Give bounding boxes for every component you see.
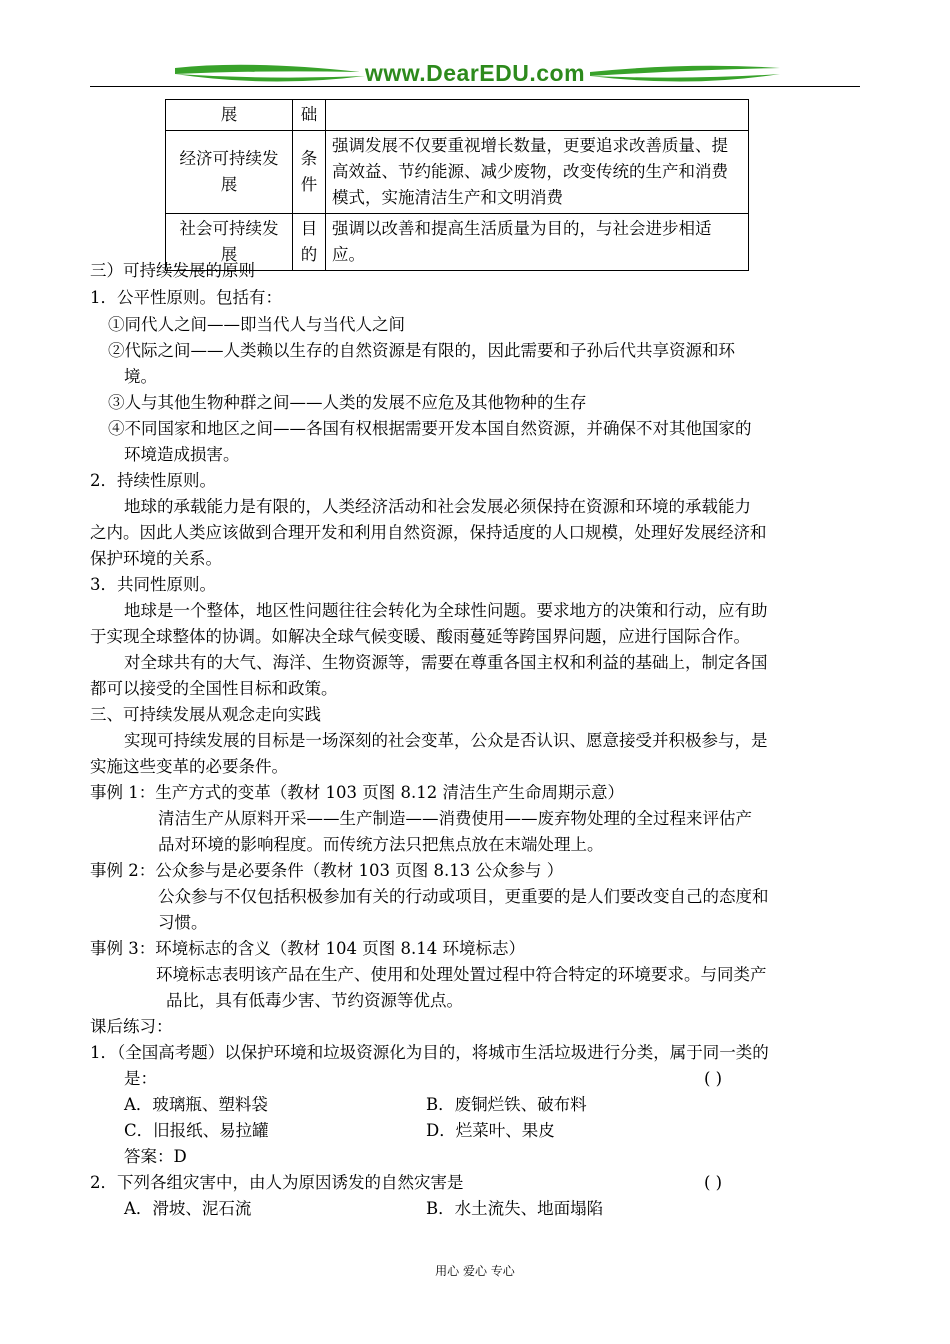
option-a: A．滑坡、泥石流 [124, 1199, 252, 1218]
section-heading: 三、可持续发展从观念走向实践 [90, 705, 321, 724]
option-b: B．水土流失、地面塌陷 [426, 1199, 604, 1218]
list-item: ②代际之间——人类赖以生存的自然资源是有限的，因此需要和子孙后代共享资源和环 [108, 341, 735, 360]
table-cell: 强调发展不仅要重视增长数量，更要追求改善质量、提高效益、节约能源、减少废物，改变传统的生产和消费模式，实施清洁生产和文明消费 [326, 131, 749, 214]
table-cell: 展 [166, 100, 293, 131]
table-cell: 条件 [293, 131, 326, 214]
answer-text: 答案：D [124, 1147, 187, 1166]
example-heading: 事例 3：环境标志的含义（教材 104 页图 8.14 环境标志） [90, 939, 525, 958]
paragraph-line: 地球的承载能力是有限的，人类经济活动和社会发展必须保持在资源和环境的承载能力 [124, 497, 751, 516]
list-item: ④不同国家和地区之间——各国有权根据需要开发本国自然资源，并确保不对其他国家的 [108, 419, 752, 438]
principle-heading: 2．持续性原则。 [90, 471, 216, 490]
paragraph-line: 清洁生产从原料开采——生产制造——消费使用——废弃物处理的全过程来评估产 [158, 809, 752, 828]
paragraph-line: 之内。因此人类应该做到合理开发和利用自然资源，保持适度的人口规模，处理好发展经济和 [90, 523, 767, 542]
paragraph-line: 品比，具有低毒少害、节约资源等优点。 [166, 991, 463, 1010]
table-row [166, 100, 749, 131]
paragraph-line: 实施这些变革的必要条件。 [90, 757, 288, 776]
table-cell: 础 [293, 100, 326, 131]
table-row [166, 131, 749, 214]
list-item-cont: 环境造成损害。 [124, 445, 240, 464]
table-cell: 强调以改善和提高生活质量为目的，与社会进步相适应。 [326, 214, 749, 271]
option-d: D．烂菜叶、果皮 [426, 1121, 555, 1140]
paragraph-line: 习惯。 [158, 913, 208, 932]
principle-heading: 1．公平性原则。包括有： [90, 288, 282, 307]
paragraph-line: 品对环境的影响程度。而传统方法只把焦点放在末端处理上。 [158, 835, 604, 854]
table-cell [326, 100, 749, 131]
sustainability-table [165, 99, 749, 271]
paragraph-line: 都可以接受的全国性目标和政策。 [90, 679, 338, 698]
table-cell: 社会可持续发展 [166, 214, 293, 271]
header-rule [90, 86, 860, 87]
page-footer: 用心 爱心 专心 [435, 1264, 515, 1278]
list-item-cont: 境。 [124, 367, 157, 386]
paragraph-line: 实现可持续发展的目标是一场深刻的社会变革，公众是否认识、愿意接受并积极参与，是 [124, 731, 768, 750]
example-heading: 事例 1：生产方式的变革（教材 103 页图 8.12 清洁生产生命周期示意） [90, 783, 624, 802]
paragraph-line: 地球是一个整体，地区性问题往往会转化为全球性问题。要求地方的决策和行动，应有助 [124, 601, 768, 620]
answer-blank: ( ) [704, 1173, 723, 1192]
example-heading: 事例 2：公众参与是必要条件（教材 103 页图 8.13 公众参与 ） [90, 861, 564, 880]
paragraph-line: 于实现全球整体的协调。如解决全球气候变暖、酸雨蔓延等跨国界问题，应进行国际合作。 [90, 627, 750, 646]
option-b: B．废铜烂铁、破布料 [426, 1095, 587, 1114]
answer-blank: ( ) [704, 1069, 723, 1088]
list-item: ③人与其他生物种群之间——人类的发展不应危及其他物种的生存 [108, 393, 587, 412]
question-2: 2．下列各组灾害中，由人为原因诱发的自然灾害是 [90, 1173, 464, 1192]
option-c: C．旧报纸、易拉罐 [124, 1121, 269, 1140]
paragraph-line: 保护环境的关系。 [90, 549, 222, 568]
paragraph-line: 对全球共有的大气、海洋、生物资源等，需要在尊重各国主权和利益的基础上，制定各国 [124, 653, 768, 672]
table-cell: 经济可持续发展 [166, 131, 293, 214]
paragraph-line: 环境标志表明该产品在生产、使用和处理处置过程中符合特定的环境要求。与同类产 [156, 965, 767, 984]
exercise-heading: 课后练习： [90, 1017, 173, 1036]
paragraph-line: 公众参与不仅包括积极参加有关的行动或项目，更重要的是人们要改变自己的态度和 [158, 887, 769, 906]
section-heading: 三）可持续发展的原则 [90, 261, 255, 280]
site-logo-text: www.DearEDU.com [364, 60, 586, 86]
list-item: ①同代人之间——即当代人与当代人之间 [108, 315, 405, 334]
principle-heading: 3．共同性原则。 [90, 575, 216, 594]
question-1-cont: 是： [124, 1069, 157, 1088]
option-a: A．玻璃瓶、塑料袋 [124, 1095, 268, 1114]
table-cell: 目的 [293, 214, 326, 271]
question-1: 1．（全国高考题）以保护环境和垃圾资源化为目的，将城市生活垃圾进行分类，属于同一类的 [90, 1043, 769, 1062]
